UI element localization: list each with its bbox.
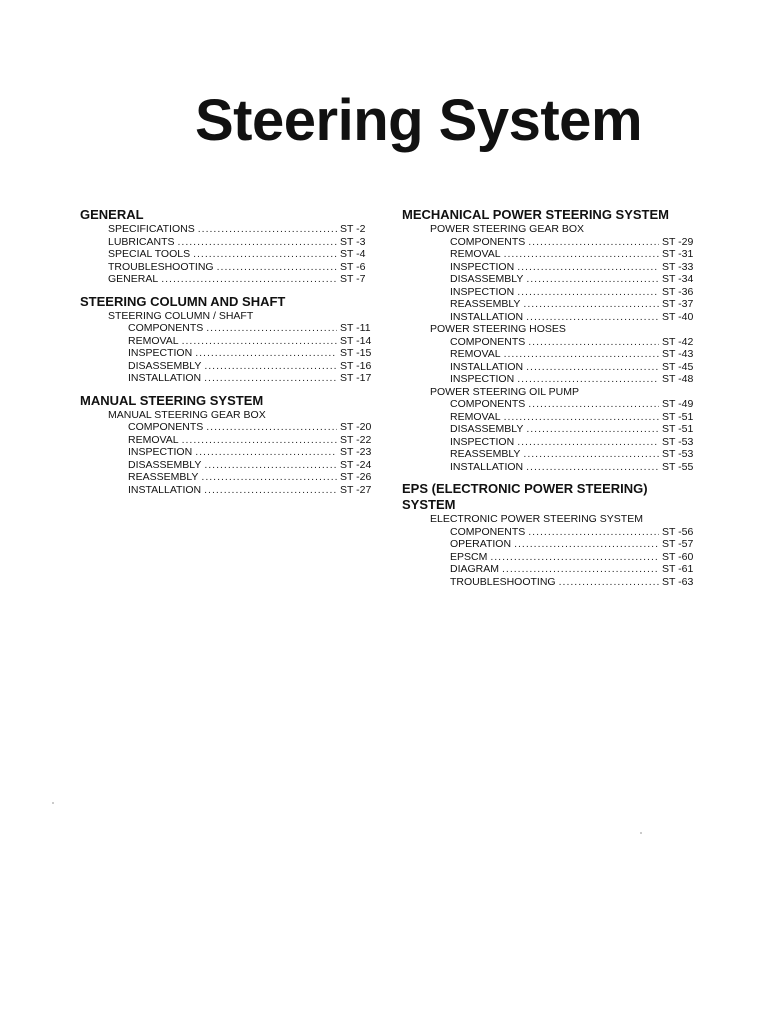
entry-list — [80, 223, 380, 286]
dot-leader — [517, 286, 659, 299]
dot-leader — [528, 526, 659, 539]
toc-entry — [80, 322, 380, 335]
toc-entry — [80, 335, 380, 348]
toc-entry — [80, 273, 380, 286]
section-title: MECHANICAL POWER STEERING SYSTEM — [402, 207, 670, 222]
toc-entry-page: ST -4 — [340, 248, 366, 260]
toc-entry-page: ST -6 — [340, 260, 366, 273]
scan-speck — [52, 802, 54, 804]
toc-entry-page: ST -3 — [340, 235, 366, 248]
dot-leader — [204, 484, 337, 497]
toc-entry-name: OPERATION — [450, 538, 512, 550]
toc-entry-name: COMPONENTS — [128, 322, 204, 334]
toc-entry-page: ST -17 — [340, 372, 372, 384]
dot-leader — [528, 336, 659, 349]
toc-entry — [80, 471, 380, 484]
dot-leader — [528, 236, 659, 249]
toc-entry — [402, 411, 702, 424]
toc-entry-name: REASSEMBLY — [128, 471, 199, 483]
dot-leader — [502, 563, 659, 576]
toc-entry-name: INSPECTION — [450, 373, 515, 385]
dot-leader — [217, 261, 337, 274]
toc-entry-name: REASSEMBLY — [450, 448, 521, 460]
scan-speck — [640, 832, 642, 834]
toc-entry-name: COMPONENTS — [450, 398, 526, 410]
toc-entry-name: DISASSEMBLY — [128, 458, 202, 471]
toc-left-column — [80, 207, 380, 504]
toc-entry — [402, 538, 702, 551]
toc-entry — [80, 347, 380, 360]
toc-entry — [80, 248, 380, 261]
dot-leader — [517, 261, 659, 274]
toc-entry — [80, 236, 380, 249]
dot-leader — [204, 372, 337, 385]
group-label: ELECTRONIC POWER STEERING SYSTEM — [430, 513, 643, 525]
entry-list — [80, 421, 380, 496]
toc-entry-name: DISASSEMBLY — [128, 359, 202, 372]
toc-entry — [402, 286, 702, 299]
toc-entry-page: ST -24 — [340, 458, 372, 471]
dot-leader — [198, 223, 337, 236]
dot-leader — [195, 347, 337, 360]
toc-entry-name: DISASSEMBLY — [450, 273, 524, 285]
page-title: Steering System — [195, 88, 643, 153]
toc-entry-name: GENERAL — [108, 273, 159, 285]
toc-entry — [402, 436, 702, 449]
dot-leader — [178, 236, 337, 249]
toc-entry — [402, 361, 702, 374]
toc-entry-name: REMOVAL — [450, 348, 501, 360]
group-label: POWER STEERING OIL PUMP — [430, 385, 579, 398]
toc-entry — [402, 576, 702, 589]
toc-entry — [402, 348, 702, 361]
toc-entry — [402, 298, 702, 311]
toc-entry-name: REMOVAL — [450, 248, 501, 260]
toc-entry-name: COMPONENTS — [450, 235, 526, 248]
toc-entry-name: INSPECTION — [450, 285, 515, 298]
dot-leader — [517, 436, 659, 449]
toc-entry-name: REMOVAL — [450, 410, 501, 423]
toc-entry-name: TROUBLESHOOTING — [450, 575, 556, 588]
toc-entry — [402, 398, 702, 411]
dot-leader — [182, 335, 337, 348]
toc-entry — [80, 446, 380, 459]
dot-leader — [182, 434, 337, 447]
toc-entry-name: TROUBLESHOOTING — [108, 260, 214, 273]
toc-entry-name: REMOVAL — [128, 433, 179, 446]
toc-entry-name: LUBRICANTS — [108, 235, 175, 248]
dot-leader — [504, 248, 659, 261]
toc-entry — [402, 423, 702, 436]
entry-list — [402, 236, 702, 324]
toc-entry-page: ST -14 — [340, 334, 372, 347]
dot-leader — [526, 423, 659, 436]
toc-entry-name: INSTALLATION — [450, 310, 524, 323]
toc-entry-page: ST -26 — [340, 471, 372, 483]
toc-entry-page: ST -48 — [662, 373, 694, 385]
toc-entry-name: INSTALLATION — [128, 483, 202, 496]
dot-leader — [523, 448, 659, 461]
dot-leader — [195, 446, 337, 459]
toc-entry-page: ST -22 — [340, 433, 372, 446]
toc-entry-page: ST -51 — [662, 423, 694, 435]
section-general — [80, 207, 380, 286]
dot-leader — [526, 461, 659, 474]
toc-entry-page: ST -27 — [340, 483, 372, 496]
toc-entry — [80, 421, 380, 434]
toc-entry — [402, 248, 702, 261]
entry-list — [402, 398, 702, 473]
toc-entry-name: DISASSEMBLY — [450, 423, 524, 435]
toc-entry — [402, 461, 702, 474]
toc-entry — [80, 484, 380, 497]
toc-entry-page: ST -31 — [662, 248, 694, 260]
dot-leader — [504, 411, 659, 424]
group-label: POWER STEERING HOSES — [430, 323, 566, 335]
toc-entry-page: ST -55 — [662, 460, 694, 473]
toc-entry-page: ST -2 — [340, 223, 366, 235]
dot-leader — [528, 398, 659, 411]
dot-leader — [526, 311, 659, 324]
toc-entry-name: EPSCM — [450, 550, 488, 563]
entry-list — [402, 526, 702, 589]
toc-entry-page: ST -60 — [662, 550, 694, 563]
section-title-continued: SYSTEM — [402, 497, 456, 512]
dot-leader — [490, 551, 659, 564]
toc-entry-name: INSPECTION — [450, 435, 515, 448]
toc-entry — [402, 551, 702, 564]
toc-entry — [402, 261, 702, 274]
toc-entry — [80, 434, 380, 447]
toc-entry-page: ST -29 — [662, 235, 694, 248]
toc-entry-name: INSTALLATION — [450, 460, 524, 473]
dot-leader — [161, 273, 337, 286]
toc-entry-page: ST -53 — [662, 435, 694, 448]
toc-entry-page: ST -20 — [340, 421, 372, 433]
section-title: STEERING COLUMN AND SHAFT — [80, 293, 286, 309]
toc-entry — [80, 459, 380, 472]
toc-entry-page: ST -7 — [340, 273, 366, 285]
toc-entry — [80, 372, 380, 385]
toc-entry-page: ST -51 — [662, 410, 694, 423]
dot-leader — [523, 298, 659, 311]
toc-entry-page: ST -15 — [340, 347, 372, 359]
toc-entry-name: SPECIAL TOOLS — [108, 248, 191, 260]
toc-entry-name: REMOVAL — [128, 334, 179, 347]
toc-entry-page: ST -40 — [662, 310, 694, 323]
toc-entry-page: ST -11 — [340, 322, 371, 334]
section-mechanical-power-steering — [402, 207, 702, 473]
toc-entry-name: INSPECTION — [128, 446, 193, 458]
toc-entry — [402, 336, 702, 349]
toc-entry — [80, 223, 380, 236]
toc-entry-name: COMPONENTS — [450, 335, 526, 348]
dot-leader — [504, 348, 659, 361]
toc-entry-page: ST -36 — [662, 285, 694, 298]
toc-entry-page: ST -42 — [662, 335, 694, 348]
toc-entry-page: ST -37 — [662, 298, 694, 310]
toc-entry — [402, 526, 702, 539]
toc-entry-name: INSPECTION — [450, 260, 515, 273]
toc-entry — [402, 236, 702, 249]
toc-entry-page: ST -43 — [662, 348, 694, 360]
toc-entry-page: ST -53 — [662, 448, 694, 460]
toc-entry-name: COMPONENTS — [450, 525, 526, 538]
toc-entry-page: ST -56 — [662, 525, 694, 538]
section-title: EPS (ELECTRONIC POWER STEERING) — [402, 481, 648, 496]
dot-leader — [193, 248, 337, 261]
toc-entry — [402, 373, 702, 386]
toc-entry-page: ST -34 — [662, 273, 694, 285]
toc-entry-name: INSTALLATION — [450, 360, 524, 373]
toc-entry-name: COMPONENTS — [128, 421, 204, 433]
toc-entry-name: DIAGRAM — [450, 563, 500, 575]
toc-entry-page: ST -57 — [662, 538, 694, 550]
toc-entry — [80, 360, 380, 373]
section-steering-column-shaft — [80, 294, 380, 385]
dot-leader — [517, 373, 659, 386]
group-label: MANUAL STEERING GEAR BOX — [108, 408, 266, 421]
entry-list — [80, 322, 380, 385]
dot-leader — [559, 576, 659, 589]
section-title: MANUAL STEERING SYSTEM — [80, 392, 264, 408]
dot-leader — [526, 273, 659, 286]
toc-entry-page: ST -49 — [662, 398, 694, 410]
dot-leader — [206, 322, 337, 335]
toc-entry-page: ST -61 — [662, 563, 694, 575]
toc-entry-page: ST -45 — [662, 360, 694, 373]
group-label: STEERING COLUMN / SHAFT — [108, 309, 254, 322]
toc-entry — [402, 448, 702, 461]
toc-entry-page: ST -63 — [662, 575, 694, 588]
dot-leader — [201, 471, 337, 484]
toc-entry-page: ST -33 — [662, 260, 694, 273]
dot-leader — [526, 361, 659, 374]
toc-right-column — [402, 207, 702, 596]
toc-entry-name: SPECIFICATIONS — [108, 223, 195, 235]
dot-leader — [514, 538, 659, 551]
entry-list — [402, 336, 702, 386]
dot-leader — [206, 421, 337, 434]
toc-entry-page: ST -16 — [340, 359, 372, 372]
toc-entry-page: ST -23 — [340, 446, 372, 458]
toc-entry — [402, 273, 702, 286]
dot-leader — [204, 360, 337, 373]
toc-entry-name: INSPECTION — [128, 347, 193, 359]
toc-entry-name: REASSEMBLY — [450, 298, 521, 310]
dot-leader — [204, 459, 337, 472]
toc-entry — [402, 563, 702, 576]
section-eps — [402, 481, 702, 588]
toc-entry-name: INSTALLATION — [128, 372, 202, 384]
toc-entry — [80, 261, 380, 274]
group-label: POWER STEERING GEAR BOX — [430, 223, 585, 235]
section-manual-steering — [80, 393, 380, 497]
toc-entry — [402, 311, 702, 324]
section-title: GENERAL — [80, 207, 144, 222]
